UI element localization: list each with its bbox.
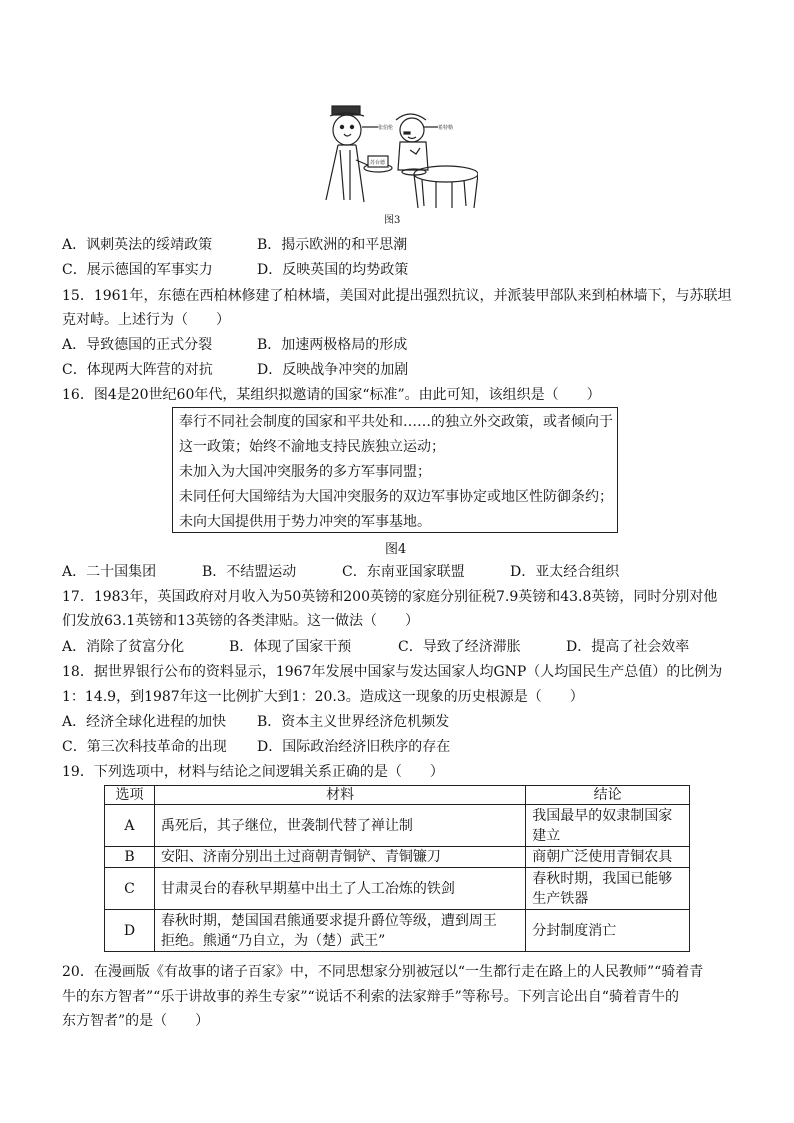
q20-stem-line2: 牛的东方智者”“乐于讲故事的养生专家”“说话不利索的法家辩手”等称号。下列言论出自“骑着青牛的 xyxy=(62,989,679,1005)
cartoon-drawing xyxy=(318,100,478,210)
q14-option-c[interactable]: C．展示德国的军事实力 xyxy=(62,262,213,278)
q16-stem: 16．图4是20世纪60年代，某组织拟邀请的国家“标准”。由此可知，该组织是（ ） xyxy=(62,387,601,403)
figure-4-box xyxy=(172,407,618,533)
conclusion-line: 我国最早的奴隶制国家 xyxy=(532,807,673,824)
row-conclusion xyxy=(526,868,690,910)
figure-4-line: 未向大国提供用于势力冲突的军事基地。 xyxy=(179,514,431,530)
row-option: B xyxy=(105,847,155,868)
material-line: 春秋时期，楚国国君熊通要求提升爵位等级，遭到周王 xyxy=(160,912,497,929)
q19-table xyxy=(104,785,690,952)
table-row xyxy=(105,805,690,847)
table-row xyxy=(105,847,690,868)
figure-3-caption: 图3 xyxy=(384,215,401,226)
figure-3-cartoon xyxy=(318,100,478,210)
q17-stem-line2: 们发放63.1英镑和13英镑的各类津贴。这一做法（ ） xyxy=(62,613,419,629)
q18-stem-line1: 18．据世界银行公布的资料显示，1967年发展中国家与发达国家人均GNP（人均国民生产总值）的比例为 xyxy=(62,664,723,680)
figure-4-line: 未加入为大国冲突服务的多方军事同盟； xyxy=(179,464,431,480)
conclusion-line: 春秋时期，我国已能够 xyxy=(532,870,673,887)
q16-option-c[interactable]: C．东南亚国家联盟 xyxy=(342,564,465,580)
q18-option-d[interactable]: D．国际政治经济旧秩序的存在 xyxy=(257,739,451,755)
figure-4-line: 这一政策；始终不渝地支持民族独立运动； xyxy=(179,439,445,455)
q15-stem-line2: 克对峙。上述行为（ ） xyxy=(62,312,230,328)
q17-option-b[interactable]: B．体现了国家干预 xyxy=(229,639,352,655)
q17-option-d[interactable]: D．提高了社会效率 xyxy=(566,639,690,655)
q18-option-a[interactable]: A．经济全球化进程的加快 xyxy=(62,714,227,730)
q14-option-d[interactable]: D．反映英国的均势政策 xyxy=(257,262,409,278)
q18-stem-line2: 1：14.9，到1987年这一比例扩大到1：20.3。造成这一现象的历史根源是（ ） xyxy=(62,689,584,705)
label-right: 希特勒 xyxy=(438,125,454,131)
row-option: C xyxy=(105,868,155,910)
row-option: D xyxy=(105,910,155,952)
row-conclusion xyxy=(526,805,690,847)
q14-option-b[interactable]: B．揭示欧洲的和平思潮 xyxy=(257,237,408,253)
q17-option-a[interactable]: A．消除了贫富分化 xyxy=(62,639,185,655)
table-header-row xyxy=(105,786,690,805)
figure-4-line: 奉行不同社会制度的国家和平共处和……的独立外交政策，或者倾向于 xyxy=(179,414,613,430)
q17-option-c[interactable]: C．导致了经济滞胀 xyxy=(398,639,521,655)
q15-option-d[interactable]: D．反映战争冲突的加剧 xyxy=(257,362,409,378)
q17-stem-line1: 17．1983年，英国政府对月收入为50英镑和200英镑的家庭分别征税7.9英镑和43.8英镑，同时分别对他 xyxy=(62,589,718,605)
header-conclusion: 结论 xyxy=(526,786,690,805)
q18-option-c[interactable]: C．第三次科技革命的出现 xyxy=(62,739,227,755)
q15-option-b[interactable]: B．加速两极格局的形成 xyxy=(257,337,408,353)
table-row xyxy=(105,910,690,952)
material-line: 拒绝。熊通“乃自立，为（楚）武王” xyxy=(160,932,386,949)
figure-4-line: 未同任何大国缔结为大国冲突服务的双边军事协定或地区性防御条约； xyxy=(179,489,613,505)
q15-stem-line1: 15．1961年，东德在西柏林修建了柏林墙，美国对此提出强烈抗议，并派装甲部队来到柏林墙下，与苏联坦 xyxy=(62,288,732,304)
row-material xyxy=(154,910,525,952)
row-material: 安阳、济南分别出土过商朝青铜铲、青铜镰刀 xyxy=(154,847,525,868)
row-material: 甘肃灵台的春秋早期墓中出土了人工冶炼的铁剑 xyxy=(154,868,525,910)
q15-option-c[interactable]: C．体现两大阵营的对抗 xyxy=(62,362,213,378)
row-material: 禹死后，其子继位，世袭制代替了禅让制 xyxy=(154,805,525,847)
conclusion-line: 生产铁器 xyxy=(532,890,589,907)
q16-option-a[interactable]: A．二十国集团 xyxy=(62,564,157,580)
row-conclusion: 分封制度消亡 xyxy=(526,910,690,952)
figure-4-caption: 图4 xyxy=(385,542,407,557)
q19-stem: 19．下列选项中，材料与结论之间逻辑关系正确的是（ ） xyxy=(62,764,444,780)
table-row xyxy=(105,868,690,910)
row-conclusion: 商朝广泛使用青铜农具 xyxy=(526,847,690,868)
q14-option-a[interactable]: A．讽刺英法的绥靖政策 xyxy=(62,237,213,253)
conclusion-line: 建立 xyxy=(532,827,561,844)
row-option: A xyxy=(105,805,155,847)
q20-stem-line3: 东方智者”的是（ ） xyxy=(62,1013,210,1029)
q18-option-b[interactable]: B．资本主义世界经济危机频发 xyxy=(257,714,450,730)
q15-option-a[interactable]: A．导致德国的正式分裂 xyxy=(62,337,213,353)
plate-label: 苏台德 xyxy=(370,160,386,166)
q16-option-d[interactable]: D．亚太经合组织 xyxy=(510,564,620,580)
q20-stem-line1: 20．在漫画版《有故事的诸子百家》中，不同思想家分别被冠以“一生都行走在路上的人民教师”“骑着青 xyxy=(62,964,704,980)
header-material: 材料 xyxy=(154,786,525,805)
header-option: 选项 xyxy=(105,786,155,805)
label-left: 张伯伦 xyxy=(378,125,394,131)
q16-option-b[interactable]: B．不结盟运动 xyxy=(202,564,297,580)
